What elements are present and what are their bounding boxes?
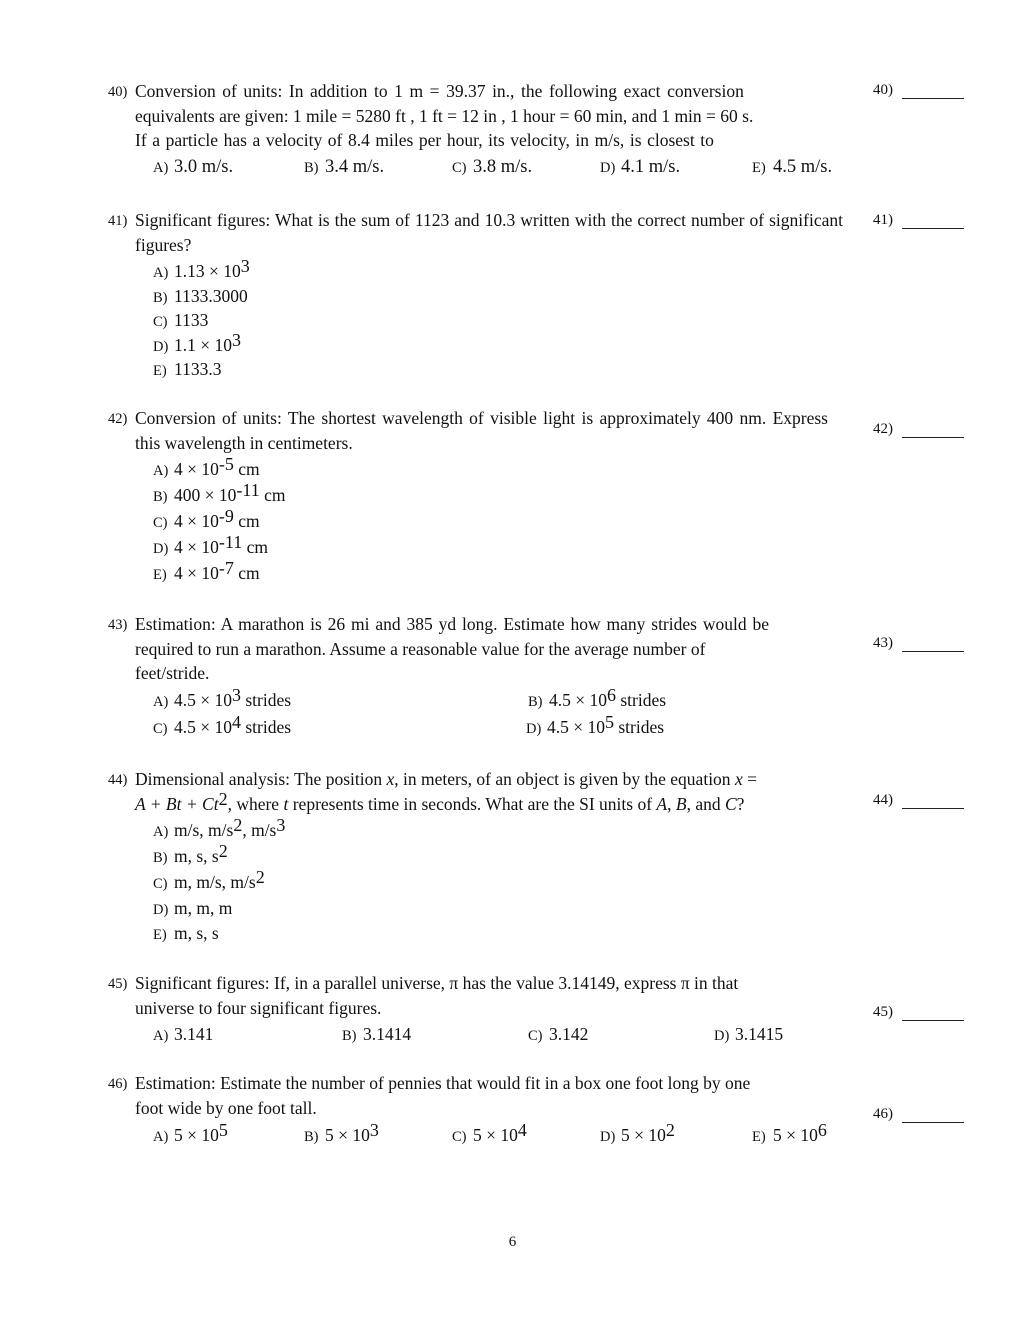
answer-blank-43[interactable]: 43) <box>873 635 964 652</box>
option-a[interactable]: A) $1.13 \times 10^3$ <box>153 256 250 281</box>
answer-blank-41[interactable]: 41) <box>873 212 964 229</box>
question-46 <box>108 1071 843 1149</box>
answer-blank-44[interactable]: 44) <box>873 792 964 809</box>
question-number: 45) <box>108 976 128 992</box>
option-d[interactable]: D) $1.1 \times 10^3$ <box>153 329 241 355</box>
answer-line[interactable] <box>902 427 964 438</box>
question-44 <box>108 767 843 946</box>
option-d[interactable]: D) $5 \times 10^2$ <box>600 1120 675 1145</box>
option-a[interactable]: A) $4 \times 10^{-5}$ cm <box>153 454 260 479</box>
question-text-line: feet/stride. <box>135 663 210 683</box>
options-row <box>153 1022 843 1048</box>
option-d[interactable]: D) $4.5 \times 10^5$ strides <box>526 711 665 737</box>
option-b[interactable]: B) m, s, $s^2$ <box>153 841 228 866</box>
option-a[interactable]: A) m/s, $m/s^2$, $m/s^3$ <box>153 815 286 840</box>
answer-line[interactable] <box>902 88 964 99</box>
options-list <box>153 454 843 587</box>
option-a[interactable]: A) 3.0 m/s. <box>153 156 234 177</box>
answer-blank-40[interactable]: 40) <box>873 82 964 99</box>
option-c[interactable]: C) 1133 <box>153 310 209 330</box>
question-text-line: foot wide by one foot tall. <box>135 1097 317 1118</box>
question-text-line: Estimation: Estimate the number of pennies that would fit in a box one foot long by one <box>135 1073 751 1093</box>
option-e[interactable]: E) 4.5 m/s. <box>752 156 833 177</box>
answer-line[interactable] <box>902 1112 964 1123</box>
question-number: 44) <box>108 772 128 788</box>
option-e[interactable]: E) $4 \times 10^{-7}$ cm <box>153 558 260 583</box>
question-number: 40) <box>108 84 128 100</box>
question-text-line: $A + Bt + Ct^2$, where t represents time in seconds. What are the SI units of A, B, and C? <box>135 788 745 814</box>
option-d[interactable]: D) $4 \times 10^{-11}$ cm <box>153 532 268 557</box>
options-row <box>153 155 843 181</box>
answer-line[interactable] <box>902 798 964 809</box>
option-e[interactable]: E) $5 \times 10^6$ <box>752 1120 827 1145</box>
options-row <box>153 684 843 715</box>
option-c[interactable]: C) $4 \times 10^{-9}$ cm <box>153 506 260 531</box>
option-a[interactable]: A) $4.5 \times 10^3$ strides <box>153 684 292 710</box>
option-b[interactable]: B) $5 \times 10^3$ <box>304 1120 379 1145</box>
question-text: Conversion of units: The shortest wavelength of visible light is approximately 400 nm. Express this wavelength in centimeters. <box>135 408 828 453</box>
option-a[interactable]: A) 3.141 <box>153 1024 214 1044</box>
option-d[interactable]: D) 4.1 m/s. <box>600 156 681 177</box>
answer-line[interactable] <box>902 641 964 652</box>
option-b[interactable]: B) 1133.3000 <box>153 285 248 306</box>
option-c[interactable]: C) 3.142 <box>528 1024 589 1044</box>
question-43 <box>108 612 843 742</box>
option-b[interactable]: B) $400 \times 10^{-11}$ cm <box>153 480 286 505</box>
options-row <box>153 1120 843 1149</box>
question-text-line: required to run a marathon. Assume a reasonable value for the average number of <box>135 638 706 659</box>
option-c[interactable]: C) $4.5 \times 10^4$ strides <box>153 711 292 737</box>
option-e[interactable]: E) 1133.3 <box>153 359 222 379</box>
option-d[interactable]: D) m, m, m <box>153 898 233 918</box>
question-45 <box>108 971 843 1048</box>
question-number: 42) <box>108 411 128 427</box>
answer-blank-42[interactable]: 42) <box>873 421 964 438</box>
answer-line[interactable] <box>902 218 964 229</box>
question-text-line: universe to four significant figures. <box>135 997 382 1018</box>
answer-line[interactable] <box>902 1010 964 1021</box>
question-text-line: equivalents are given: 1 mile = 5280 ft , 1 ft = 12 in , 1 hour = 60 min, and 1 min = 60 s. <box>135 105 754 126</box>
question-text-line: Estimation: A marathon is 26 mi and 385 yd long. Estimate how many strides would be <box>135 614 769 634</box>
options-list <box>153 815 843 946</box>
options-list <box>153 256 843 382</box>
page-number: 6 <box>508 1234 517 1250</box>
option-c[interactable]: C) $5 \times 10^4$ <box>452 1120 527 1145</box>
answer-blank-45[interactable]: 45) <box>873 1004 964 1021</box>
option-b[interactable]: B) 3.1414 <box>342 1024 412 1044</box>
question-41 <box>108 208 843 382</box>
question-text-line: Dimensional analysis: The position x, in meters, of an object is given by the equation x = <box>135 769 757 789</box>
question-number: 43) <box>108 617 128 633</box>
question-text-line: If a particle has a velocity of 8.4 miles per hour, its velocity, in m/s, is closest to <box>135 130 714 150</box>
option-e[interactable]: E) m, s, s <box>153 923 219 943</box>
option-c[interactable]: C) 3.8 m/s. <box>452 156 533 177</box>
question-text-line: Significant figures: If, in a parallel universe, π has the value 3.14149, express π in that <box>135 973 739 993</box>
option-c[interactable]: C) m, m/s, $m/s^2$ <box>153 867 265 892</box>
question-40 <box>108 79 843 181</box>
question-42 <box>108 406 843 587</box>
option-b[interactable]: B) $4.5 \times 10^6$ strides <box>528 684 667 710</box>
options-row <box>153 711 843 742</box>
question-text: Significant figures: What is the sum of 1123 and 10.3 written with the correct number of significant figures? <box>135 210 843 255</box>
question-text-line: Conversion of units: In addition to 1 m = 39.37 in., the following exact conversion <box>135 81 744 101</box>
option-a[interactable]: A) $5 \times 10^5$ <box>153 1120 228 1145</box>
option-b[interactable]: B) 3.4 m/s. <box>304 156 385 177</box>
question-number: 46) <box>108 1076 128 1092</box>
question-number: 41) <box>108 213 128 229</box>
answer-blank-46[interactable]: 46) <box>873 1106 964 1123</box>
option-d[interactable]: D) 3.1415 <box>714 1024 784 1044</box>
